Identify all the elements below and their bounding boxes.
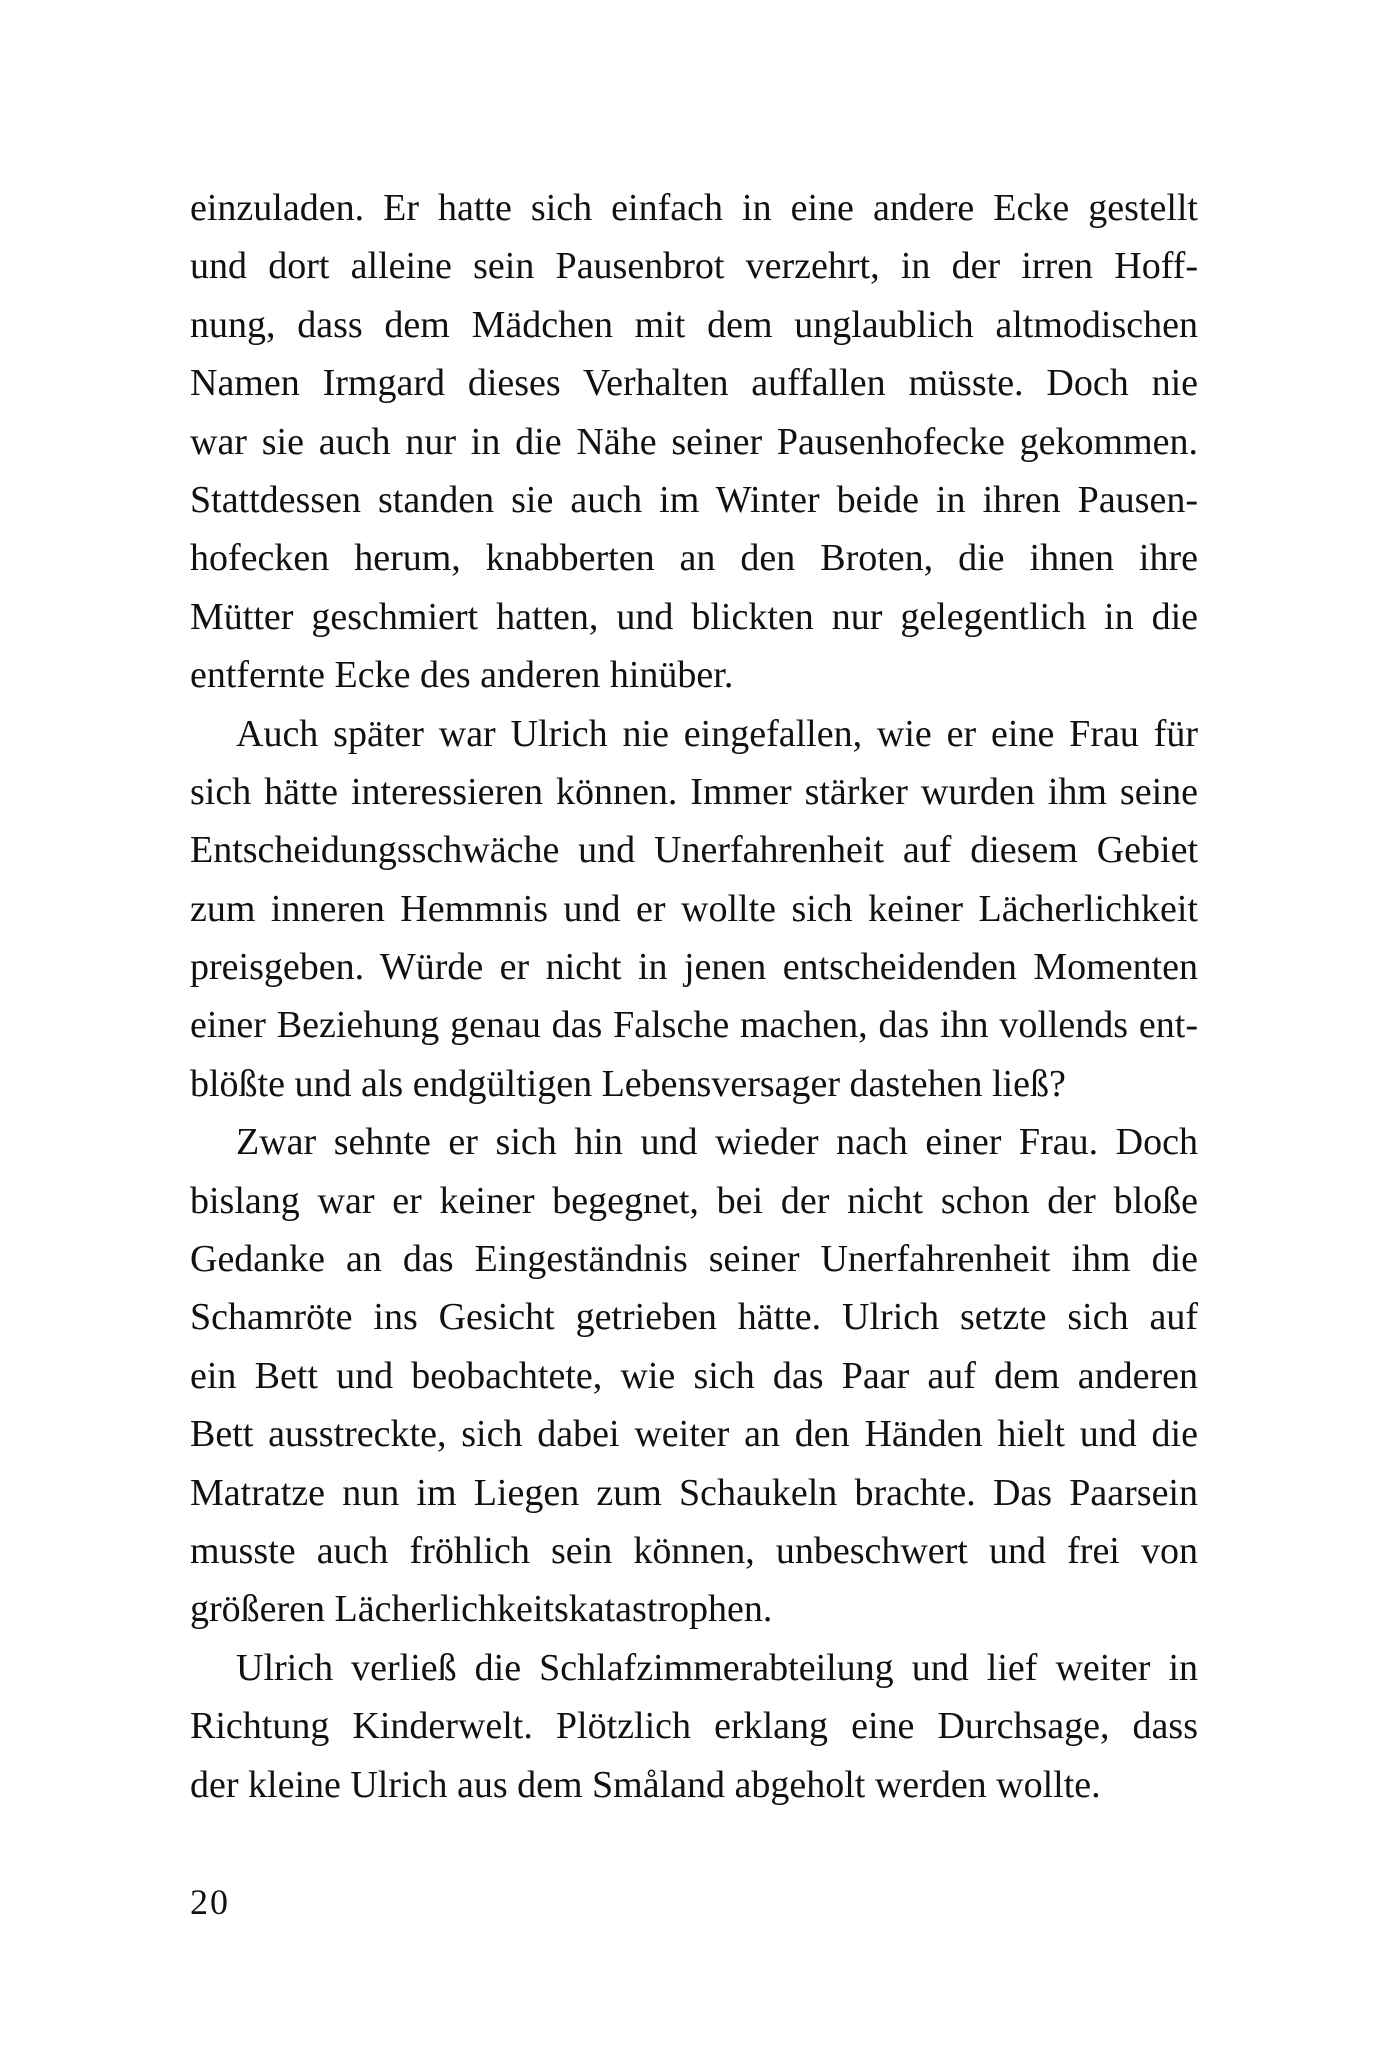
text-line: sich hätte interessieren können. Immer stärker wurden ihm seine (190, 770, 1198, 813)
text-line: Mütter geschmiert hatten, und blickten nur gelegentlich in die (190, 595, 1198, 638)
text-line: entfernte Ecke des anderen hinüber. (190, 654, 734, 697)
text-line: Richtung Kinderwelt. Plötzlich erklang eine Durchsage, dass (190, 1705, 1198, 1748)
text-line: nung, dass dem Mädchen mit dem unglaublich altmodischen (190, 303, 1198, 346)
paragraph (190, 179, 1198, 705)
text-block (190, 179, 1198, 1814)
text-line: einer Beziehung genau das Falsche machen, das ihn vollends ent- (190, 1004, 1198, 1047)
text-line: Entscheidungsschwäche und Unerfahrenheit auf diesem Gebiet (190, 829, 1198, 872)
text-line: musste auch fröhlich sein können, unbeschwert und frei von (190, 1529, 1198, 1572)
text-line: Ulrich verließ die Schlafzimmerabteilung und lief weiter in (236, 1646, 1198, 1689)
text-line: Matratze nun im Liegen zum Schaukeln brachte. Das Paarsein (190, 1471, 1198, 1514)
text-line: größeren Lächerlichkeitskatastrophen. (190, 1588, 773, 1631)
text-line: preisgeben. Würde er nicht in jenen entscheidenden Momenten (190, 946, 1198, 989)
text-line: zum inneren Hemmnis und er wollte sich keiner Lächerlichkeit (190, 887, 1198, 930)
text-line: und dort alleine sein Pausenbrot verzehrt, in der irren Hoff- (190, 245, 1198, 288)
text-line: der kleine Ulrich aus dem Småland abgeholt werden wollte. (190, 1763, 1101, 1806)
text-line: Gedanke an das Eingeständnis seiner Unerfahrenheit ihm die (190, 1238, 1198, 1281)
text-line: Auch später war Ulrich nie eingefallen, wie er eine Frau für (236, 712, 1198, 755)
text-line: ein Bett und beobachtete, wie sich das Paar auf dem anderen (190, 1354, 1198, 1397)
text-line: Schamröte ins Gesicht getrieben hätte. Ulrich setzte sich auf (190, 1296, 1198, 1339)
text-line: blößte und als endgültigen Lebensversager dastehen ließ? (190, 1062, 1066, 1105)
text-line: war sie auch nur in die Nähe seiner Pausenhofecke gekommen. (190, 420, 1198, 463)
text-line: einzuladen. Er hatte sich einfach in eine andere Ecke gestellt (190, 187, 1198, 229)
text-line: Stattdessen standen sie auch im Winter beide in ihren Pausen- (190, 478, 1198, 521)
paragraph (190, 1113, 1198, 1639)
text-line: Zwar sehnte er sich hin und wieder nach einer Frau. Doch (236, 1121, 1198, 1164)
text-line: hofecken herum, knabberten an den Broten, die ihnen ihre (190, 537, 1198, 580)
text-line: bislang war er keiner begegnet, bei der nicht schon der bloße (190, 1179, 1198, 1222)
text-line: Namen Irmgard dieses Verhalten auffallen müsste. Doch nie (190, 362, 1198, 405)
page-number: 20 (190, 1882, 230, 1922)
paragraph (190, 705, 1198, 1114)
paragraph (190, 1639, 1198, 1814)
text-line: Bett ausstreckte, sich dabei weiter an den Händen hielt und die (190, 1413, 1198, 1456)
